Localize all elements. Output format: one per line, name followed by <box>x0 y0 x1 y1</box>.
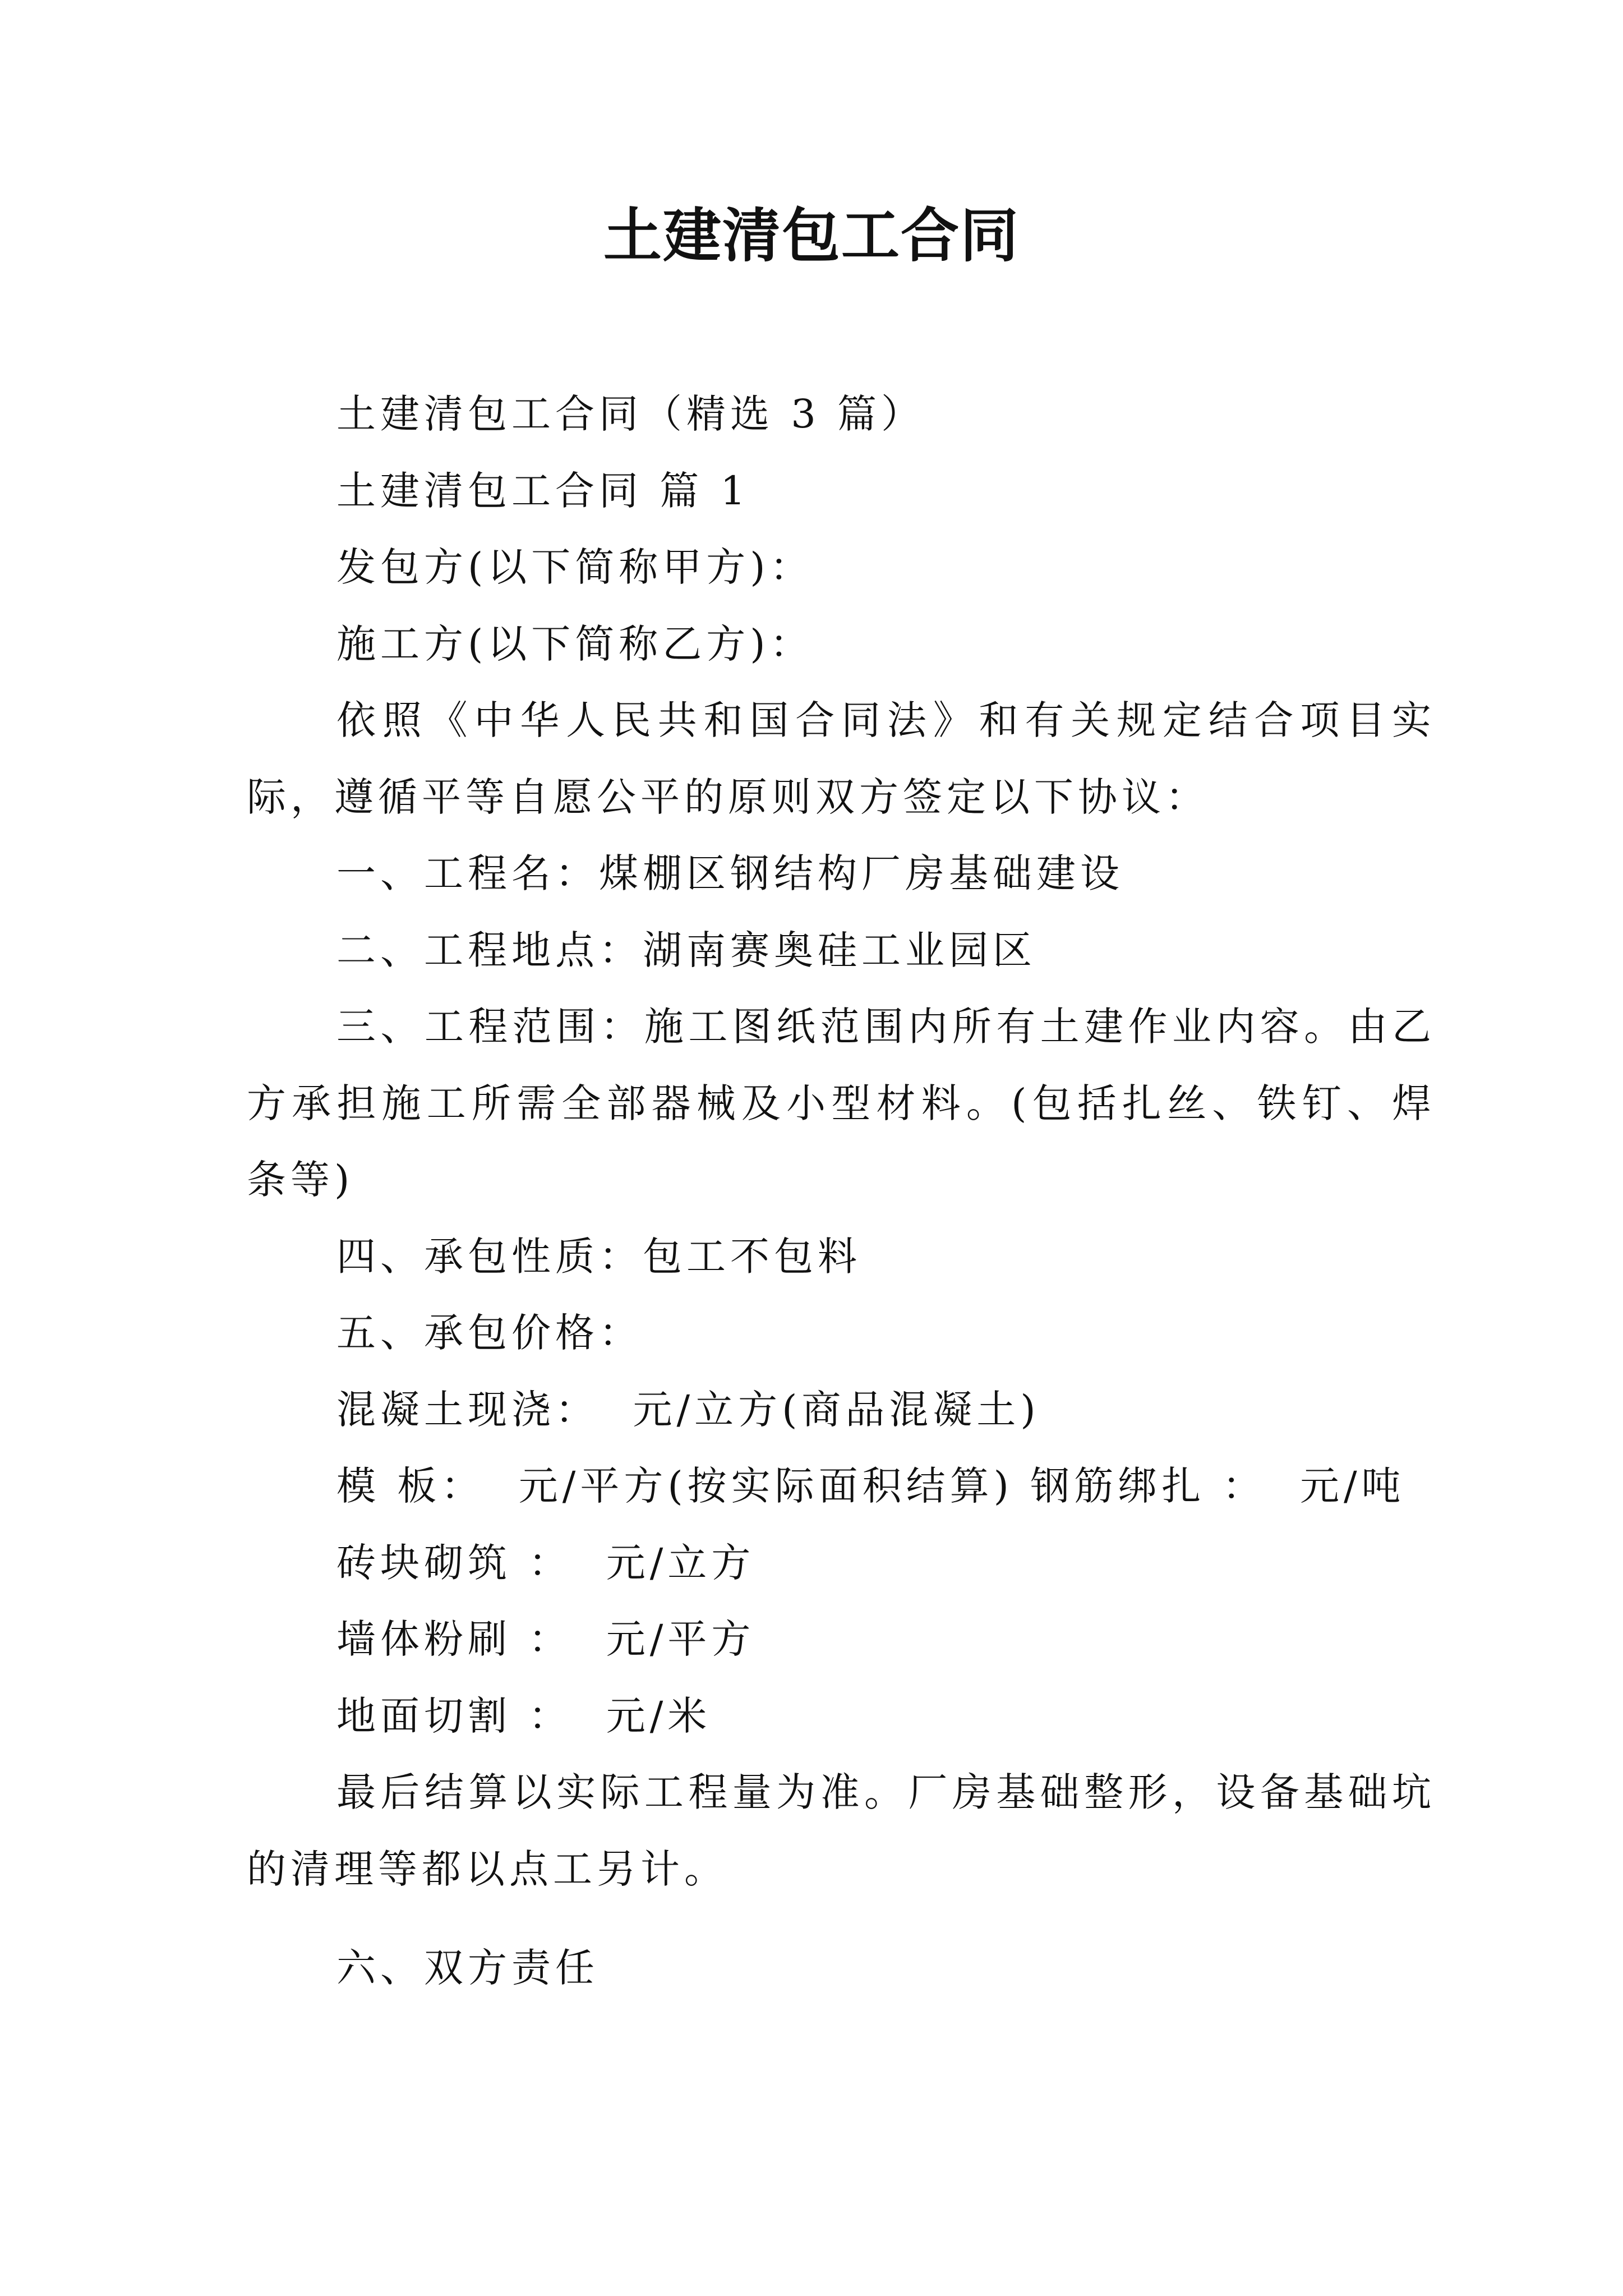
paragraph-contract-nature: 四、承包性质：包工不包料 <box>336 1233 861 1280</box>
paragraph-spacer <box>247 1907 1436 1930</box>
paragraph-settlement: 最后结算以实际工程量为准。厂房基础整形，设备基础坑的清理等都以点工另计。 <box>247 1769 1436 1892</box>
document-body <box>247 376 1436 2007</box>
paragraph-contract-price: 五、承包价格： <box>336 1310 643 1356</box>
paragraph-project-name: 一、工程名：煤棚区钢结构厂房基础建设 <box>336 850 1124 896</box>
paragraph-section-heading: 土建清包工合同 篇 1 <box>336 467 750 514</box>
paragraph-responsibilities: 六、双方责任 <box>336 1945 599 1991</box>
paragraph-price-brickwork: 砖块砌筑 ： 元/立方 <box>336 1539 755 1586</box>
paragraph-party-a: 发包方(以下简称甲方)： <box>336 544 814 590</box>
paragraph-price-cutting: 地面切割 ： 元/米 <box>336 1692 712 1739</box>
paragraph-price-concrete: 混凝土现浇： 元/立方(商品混凝土) <box>336 1386 1040 1433</box>
paragraph-party-b: 施工方(以下简称乙方)： <box>336 620 814 667</box>
paragraph-preamble: 依照《中华人民共和国合同法》和有关规定结合项目实际，遵循平等自愿公平的原则双方签定以下协议： <box>247 697 1436 820</box>
paragraph-price-formwork: 模 板： 元/平方(按实际面积结算) 钢筋绑扎 ： 元/吨 <box>336 1463 1405 1509</box>
document-title: 土建清包工合同 <box>603 201 1020 270</box>
paragraph-project-location: 二、工程地点：湖南赛奥硅工业园区 <box>336 927 1036 973</box>
paragraph-price-plastering: 墙体粉刷 ： 元/平方 <box>336 1616 755 1662</box>
paragraph-project-scope: 三、工程范围：施工图纸范围内所有土建作业内容。由乙方承担施工所需全部器械及小型材料。(包括扎丝、铁钉、焊条等) <box>247 1004 1436 1203</box>
paragraph-subtitle: 土建清包工合同（精选 3 篇） <box>336 391 925 437</box>
